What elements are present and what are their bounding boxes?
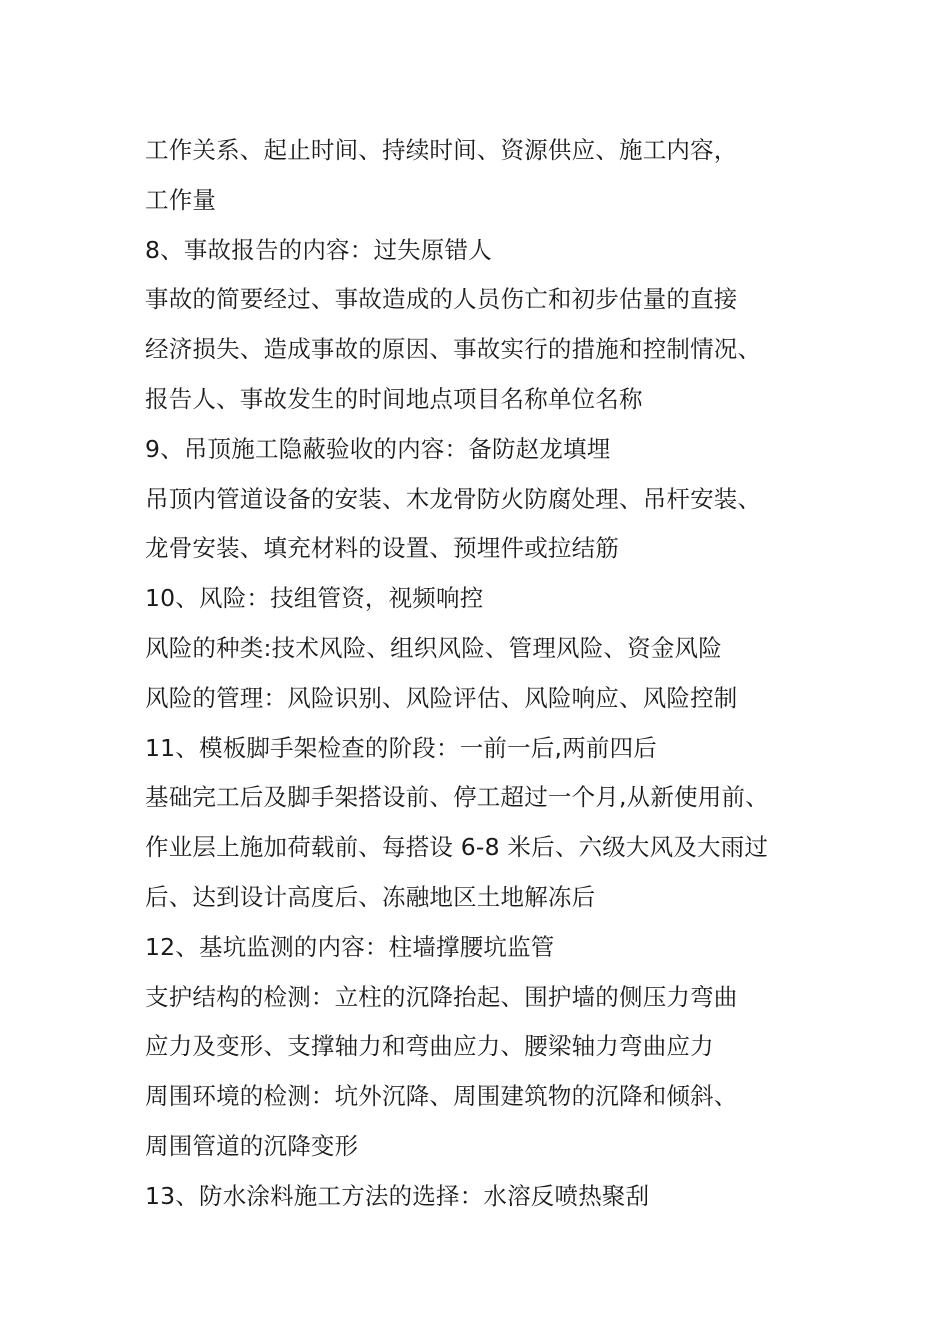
section-heading: 8、事故报告的内容：过失原错人 [145,235,492,264]
text-line: 周围管道的沉降变形 [145,1131,359,1160]
text-line: 基础完工后及脚手架搭设前、停工超过一个月,从新使用前、 [145,783,769,812]
text-line: 风险的种类:技术风险、组织风险、管理风险、资金风险 [145,633,722,662]
text-line: 应力及变形、支撑轴力和弯曲应力、腰梁轴力弯曲应力 [145,1032,714,1061]
text-line: 事故的简要经过、事故造成的人员伤亡和初步估量的直接 [145,285,738,314]
section-heading: 11、模板脚手架检查的阶段：一前一后,两前四后 [145,733,657,762]
section-heading: 12、基坑监测的内容：柱墙撑腰坑监管 [145,932,555,961]
section-heading: 9、吊顶施工隐蔽验收的内容：备防赵龙填埋 [145,434,611,463]
text-line: 后、达到设计高度后、冻融地区土地解冻后 [145,882,596,911]
text-line: 支护结构的检测：立柱的沉降抬起、围护墙的侧压力弯曲 [145,982,738,1011]
text-line: 作业层上施加荷载前、每搭设 6-8 米后、六级大风及大雨过 [145,833,769,862]
text-line: 周围环境的检测：坑外沉降、周围建筑物的沉降和倾斜、 [145,1082,738,1111]
text-line: 经济损失、造成事故的原因、事故实行的措施和控制情况、 [145,335,762,364]
text-line: 报告人、事故发生的时间地点项目名称单位名称 [145,384,643,413]
text-line: 工作量 [145,185,217,214]
text-line: 风险的管理：风险识别、风险评估、风险响应、风险控制 [145,683,738,712]
text-line: 吊顶内管道设备的安装、木龙骨防火防腐处理、吊杆安装、 [145,484,762,513]
section-heading: 10、风险：技组管资，视频响控 [145,584,484,613]
text-line: 工作关系、起止时间、持续时间、资源供应、施工内容， [145,136,738,164]
text-line: 龙骨安装、填充材料的设置、预埋件或拉结筋 [145,534,619,563]
section-heading: 13、防水涂料施工方法的选择：水溶反喷热聚刮 [145,1181,650,1210]
document-body [145,126,815,1222]
